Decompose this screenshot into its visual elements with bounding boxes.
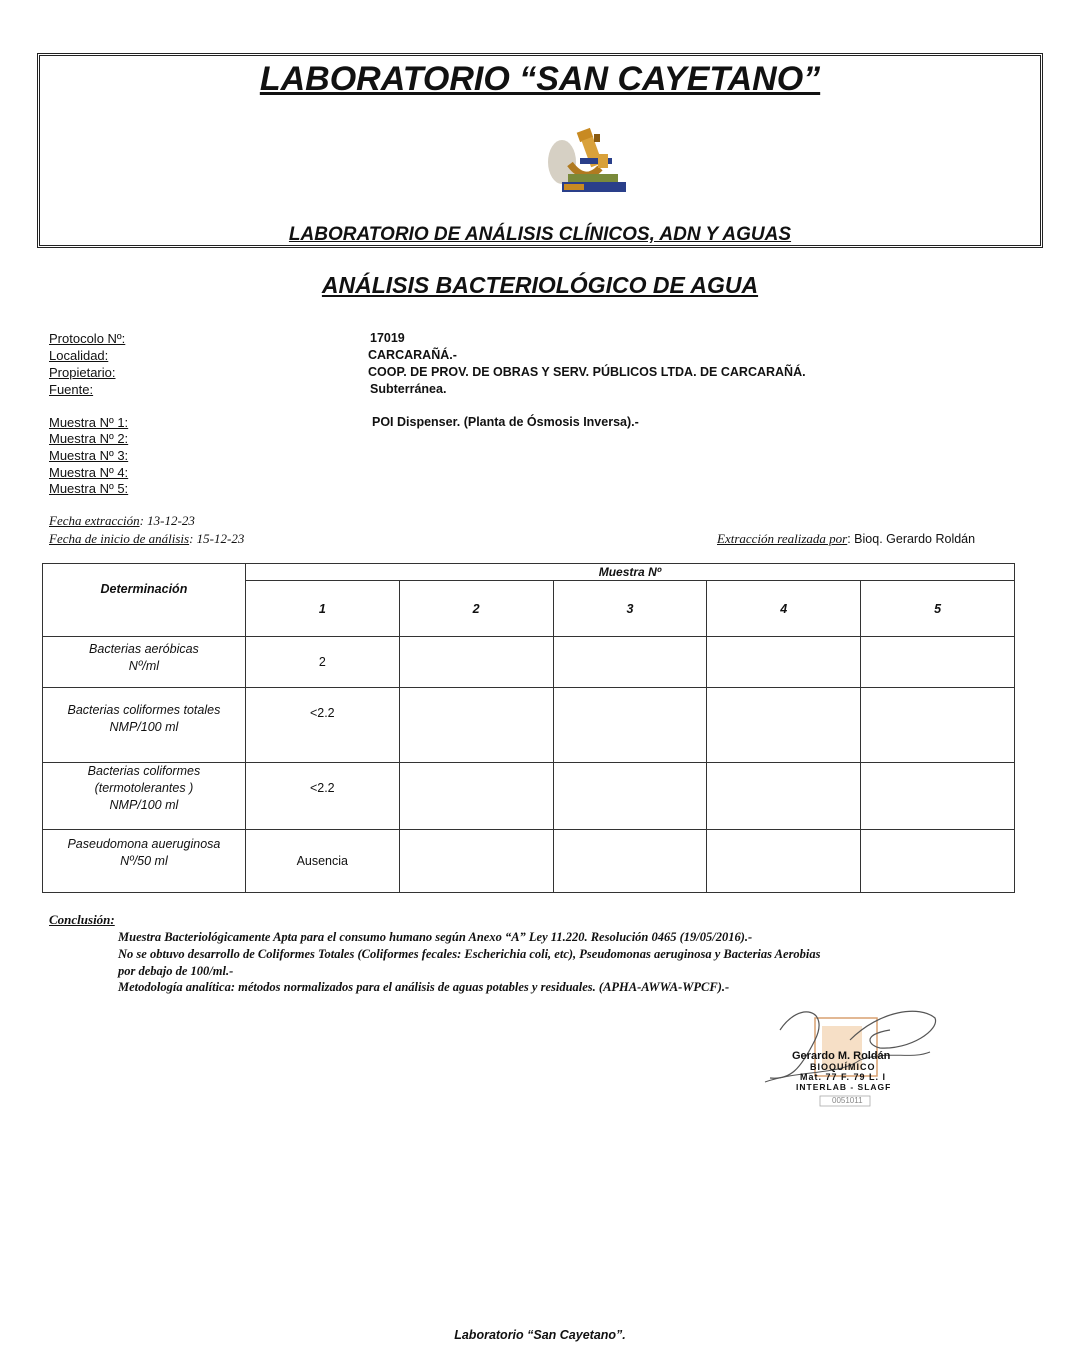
- propietario-label: Propietario:: [49, 365, 116, 380]
- muestra-4-label: Muestra Nº 4:: [49, 465, 129, 480]
- value-cell: 2: [245, 637, 399, 688]
- det-unit: NMP/100 ml: [109, 720, 179, 734]
- propietario-value: COOP. DE PROV. DE OBRAS Y SERV. PÚBLICOS LTDA. DE CARCARAÑÁ.: [368, 365, 806, 379]
- muestra-5-label: Muestra Nº 5:: [49, 481, 129, 496]
- value-cell: [399, 688, 553, 763]
- fecha-extraccion: [49, 513, 195, 529]
- stamp-role: BIOQUÍMICO: [810, 1062, 876, 1072]
- fecha-inicio-label: Fecha de inicio de análisis: [49, 531, 190, 546]
- det-name: Bacterias aeróbicas: [89, 642, 199, 656]
- value-cell: [707, 763, 861, 830]
- fecha-inicio-value: : 15-12-23: [189, 531, 245, 546]
- det-cell: [43, 688, 246, 763]
- value-cell: [399, 830, 553, 893]
- value-cell: <2.2: [245, 763, 399, 830]
- muestra-3-label: Muestra Nº 3:: [49, 448, 129, 463]
- conclusion-line: por debajo de 100/ml.-: [118, 964, 234, 978]
- det-extra: (termotolerantes ): [94, 781, 194, 795]
- value-cell: [861, 688, 1015, 763]
- col-header: 2: [399, 581, 553, 637]
- value-cell: [861, 637, 1015, 688]
- det-name: Bacterias coliformes totales: [67, 703, 221, 717]
- lab-subtitle: LABORATORIO DE ANÁLISIS CLÍNICOS, ADN Y AGUAS: [288, 224, 792, 245]
- det-name: Bacterias coliformes: [87, 764, 201, 778]
- det-unit: NMP/100 ml: [109, 798, 179, 812]
- col-header: 3: [553, 581, 707, 637]
- value-cell: [707, 688, 861, 763]
- value-cell: [553, 688, 707, 763]
- muestra-2-label: Muestra Nº 2:: [49, 431, 129, 446]
- localidad-label: Localidad:: [49, 348, 109, 363]
- signature-stamp: [760, 1000, 950, 1115]
- extraccion-realizada: [717, 531, 975, 547]
- value-cell: Ausencia: [245, 830, 399, 893]
- value-cell: [399, 637, 553, 688]
- det-cell: [43, 830, 246, 893]
- muestra-header: Muestra Nº: [245, 564, 1014, 581]
- stamp-code: 0051011: [832, 1096, 863, 1105]
- value-cell: [399, 763, 553, 830]
- table-row: [43, 688, 1015, 763]
- value-cell: [861, 830, 1015, 893]
- value-cell: [553, 830, 707, 893]
- det-header: Determinación: [43, 564, 246, 637]
- report-title: ANÁLISIS BACTERIOLÓGICO DE AGUA: [321, 272, 759, 298]
- header-box: [37, 53, 1043, 248]
- value-cell: <2.2: [245, 688, 399, 763]
- stamp-org: INTERLAB - SLAGF: [796, 1082, 892, 1092]
- det-name: Paseudomona aueruginosa: [67, 837, 221, 851]
- value-cell: [553, 763, 707, 830]
- det-cell: [43, 637, 246, 688]
- table-header-row: [43, 564, 1015, 581]
- det-unit: Nº/50 ml: [120, 854, 168, 868]
- fecha-extraccion-value: : 13-12-23: [139, 513, 195, 528]
- stamp-name: Gerardo M. Roldán: [792, 1050, 891, 1062]
- extraccion-realizada-value: : Bioq. Gerardo Roldán: [847, 532, 976, 546]
- fuente-value: Subterránea.: [370, 382, 447, 396]
- value-cell: [861, 763, 1015, 830]
- fecha-inicio: [49, 531, 244, 547]
- muestra-1-value: POI Dispenser. (Planta de Ósmosis Inversa).-: [372, 415, 639, 429]
- conclusion-label: Conclusión:: [49, 912, 115, 927]
- col-header: 1: [245, 581, 399, 637]
- table-row: [43, 763, 1015, 830]
- col-header: 4: [707, 581, 861, 637]
- footer: Laboratorio “San Cayetano”.: [454, 1328, 626, 1342]
- col-header: 5: [861, 581, 1015, 637]
- table-row: [43, 637, 1015, 688]
- table-row: [43, 830, 1015, 893]
- protocolo-label: Protocolo Nº:: [49, 331, 126, 346]
- lab-name: LABORATORIO “SAN CAYETANO”: [259, 60, 821, 98]
- value-cell: [707, 637, 861, 688]
- conclusion-line: Muestra Bacteriológicamente Apta para el consumo humano según Anexo “A” Ley 11.220. Resolución 0465 (19/05/2016).-: [118, 930, 753, 944]
- conclusion-line: Metodología analítica: métodos normalizados para el análisis de aguas potables y residuales. (APHA-AWWA-WPCF).-: [118, 980, 730, 994]
- fecha-extraccion-label: Fecha extracción: [49, 513, 140, 528]
- det-cell: [43, 763, 246, 830]
- microscope-icon: [540, 124, 630, 204]
- det-unit: Nº/ml: [128, 659, 160, 673]
- extraccion-realizada-label: Extracción realizada por: [717, 531, 848, 546]
- muestra-1-label: Muestra Nº 1:: [49, 415, 129, 430]
- stamp-mat: Mat. 77 F. 79 L. I: [800, 1072, 887, 1082]
- localidad-value: CARCARAÑÁ.-: [368, 348, 457, 362]
- conclusion-line: No se obtuvo desarrollo de Coliformes Totales (Coliformes fecales: Escherichia coli, etc), Pseudomonas aeruginosa y Bacterias Aerobias: [118, 947, 821, 961]
- results-table: [42, 563, 1015, 893]
- value-cell: [553, 637, 707, 688]
- value-cell: [707, 830, 861, 893]
- protocolo-value: 17019: [370, 331, 405, 345]
- fuente-label: Fuente:: [49, 382, 94, 397]
